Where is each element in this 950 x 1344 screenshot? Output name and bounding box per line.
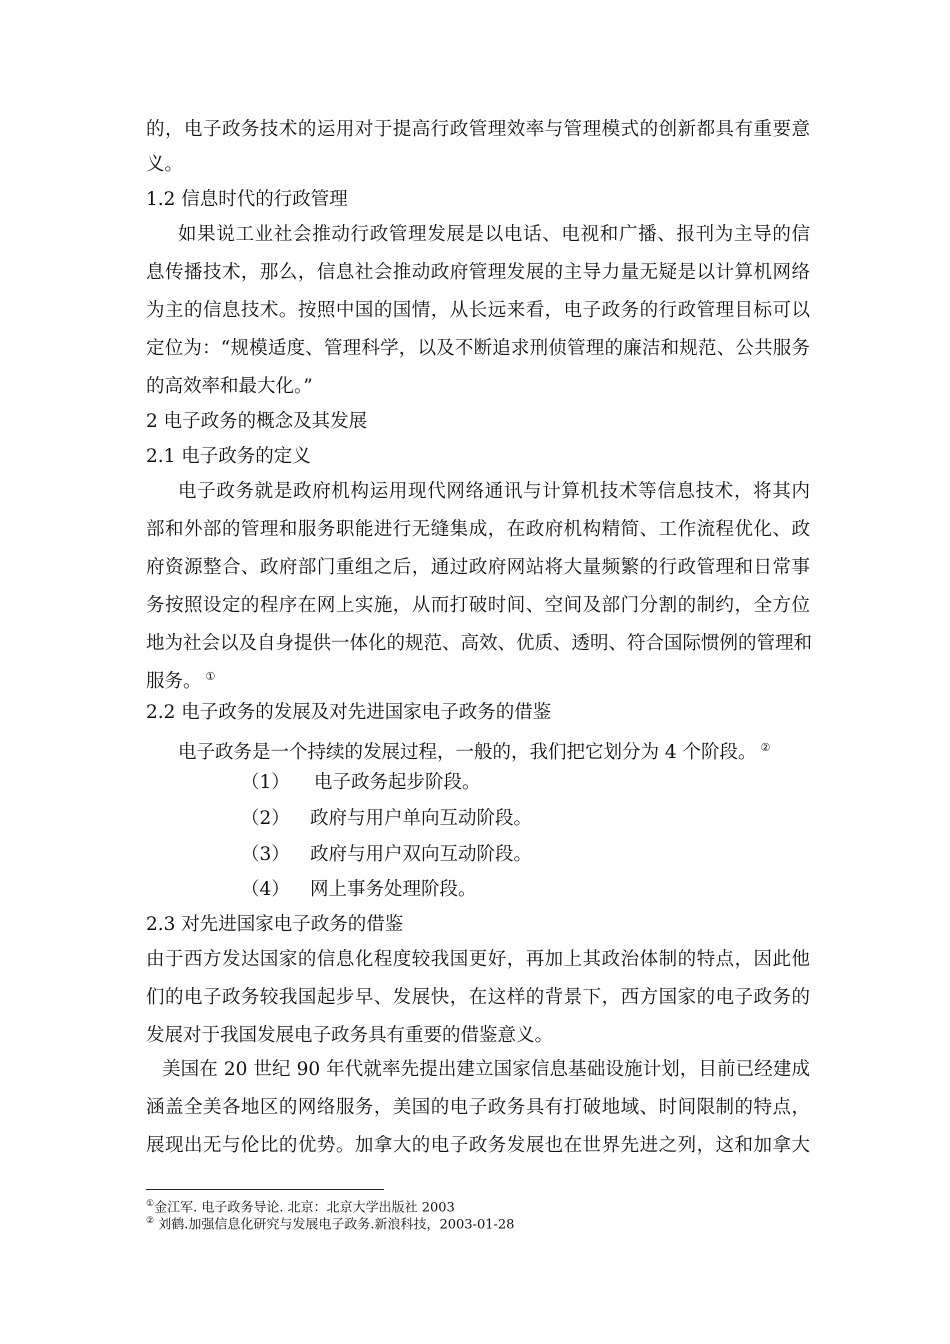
body-text-line: 涵盖全美各地区的网络服务，美国的电子政务具有打破地域、时间限制的特点， <box>146 1097 810 1118</box>
section-heading: 2.1 电子政务的定义 <box>146 446 311 467</box>
body-text-line: 的，电子政务技术的运用对于提高行政管理效率与管理模式的创新都具有重要意 <box>146 119 810 140</box>
body-text-line: 如果说工业社会推动行政管理发展是以电话、电视和广播、报刊为主导的信 <box>178 224 810 245</box>
footnote-2 <box>146 1213 514 1233</box>
body-text-line: 部和外部的管理和服务职能进行无缝集成，在政府机构精简、工作流程优化、政 <box>146 519 810 540</box>
chapter-heading: 2 电子政务的概念及其发展 <box>146 411 368 432</box>
list-item-number: （1） <box>241 772 290 793</box>
body-text-line: 展现出无与伦比的优势。加拿大的电子政务发展也在世界先进之列，这和加拿大 <box>146 1135 810 1156</box>
footnote-ref-2[interactable]: ② <box>760 741 771 754</box>
body-text-line: 义。 <box>146 154 184 175</box>
section-heading: 2.3 对先进国家电子政务的借鉴 <box>146 914 404 935</box>
body-text-line: 务按照设定的程序在网上实施，从而打破时间、空间及部门分割的制约，全方位 <box>146 595 810 616</box>
list-item-number: （2） <box>241 808 290 829</box>
body-text: 电子政务是一个持续的发展过程，一般的，我们把它划分为 4 个阶段。 <box>178 742 757 764</box>
body-text-line: 美国在 20 世纪 90 年代就率先提出建立国家信息基础设施计划，目前已经建成 <box>162 1059 810 1080</box>
footnote-mark: ② <box>146 1216 155 1226</box>
body-text-line: 的高效率和最大化。” <box>146 376 313 397</box>
list-item: 政府与用户双向互动阶段。 <box>310 844 533 865</box>
list-item: 政府与用户单向互动阶段。 <box>310 808 533 829</box>
footnote-separator <box>146 1189 384 1190</box>
body-text-line: 为主的信息技术。按照中国的国情，从长远来看，电子政务的行政管理目标可以 <box>146 300 810 321</box>
footnote-text: 刘鹤.加强信息化研究与发展电子政务.新浪科技，2003-01-28 <box>154 1217 515 1233</box>
list-item-number: （3） <box>241 844 290 865</box>
body-text-line: 地为社会以及自身提供一体化的规范、高效、优质、透明、符合国际惯例的管理和 <box>146 633 813 654</box>
body-text-line <box>178 736 810 765</box>
body-text-line: 息传播技术，那么，信息社会推动政府管理发展的主导力量无疑是以计算机网络 <box>146 262 810 283</box>
body-text-line: 电子政务就是政府机构运用现代网络通讯与计算机技术等信息技术，将其内 <box>178 481 810 502</box>
body-text-line: 们的电子政务较我国起步早、发展快，在这样的背景下，西方国家的电子政务的 <box>146 987 810 1008</box>
body-text-line: 府资源整合、政府部门重组之后，通过政府网站将大量频繁的行政管理和日常事 <box>146 557 810 578</box>
footnote-ref-1[interactable]: ① <box>205 670 216 683</box>
list-item-number: （4） <box>241 879 290 900</box>
body-text-line: 由于西方发达国家的信息化程度较我国更好，再加上其政治体制的特点，因此他 <box>146 949 810 970</box>
body-text-line <box>146 665 810 694</box>
body-text-line: 定位为：“规模适度、管理科学，以及不断追求刑侦管理的廉洁和规范、公共服务 <box>146 338 810 359</box>
list-item: 电子政务起步阶段。 <box>314 772 481 793</box>
section-heading: 2.2 电子政务的发展及对先进国家电子政务的借鉴 <box>146 702 552 723</box>
section-heading: 1.2 信息时代的行政管理 <box>146 189 348 210</box>
footnote-text: 金江军. 电子政务导论. 北京：北京大学出版社 2003 <box>154 1200 455 1216</box>
body-text-line: 发展对于我国发展电子政务具有重要的借鉴意义。 <box>146 1025 554 1046</box>
body-text: 服务。 <box>146 671 202 693</box>
list-item: 网上事务处理阶段。 <box>310 879 477 900</box>
footnote-mark: ① <box>146 1199 155 1209</box>
